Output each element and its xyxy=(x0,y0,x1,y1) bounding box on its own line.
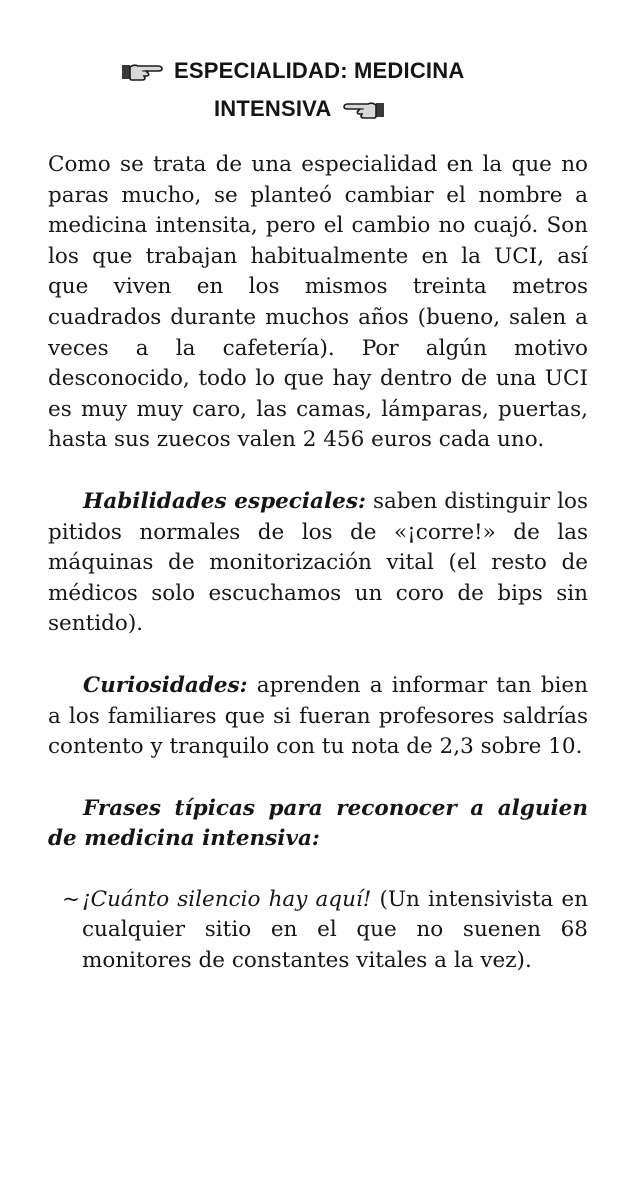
habilidades-label: Habilidades especiales: xyxy=(83,488,366,514)
frases-heading: Frases típicas para reconocer a alguien de medicina intensiva: xyxy=(48,795,588,852)
pointing-hand-left-icon xyxy=(342,99,386,121)
quote-text: (Un intensivista en cualquier sitio en el que no suenen 68 monitores de constantes vitales a la vez). xyxy=(82,886,588,974)
page xyxy=(48,52,588,977)
pointing-hand-right-icon xyxy=(120,61,164,83)
curiosidades-paragraph xyxy=(48,671,588,763)
heading-text-2: INTENSIVA xyxy=(214,96,332,121)
curiosidades-label: Curiosidades: xyxy=(83,672,248,698)
list-bullet: ~ xyxy=(62,886,81,912)
habilidades-text: saben distinguir los pitidos normales de los de «¡corre!» de las máquinas de monitorización vital (el resto de médicos solo escuchamos un coro de bips sin sentido). xyxy=(48,488,589,637)
heading-text-1: ESPECIALIDAD: MEDICINA xyxy=(174,58,465,83)
heading-line-2 xyxy=(48,90,588,128)
heading-line-1 xyxy=(48,52,588,90)
curiosidades-text: aprenden a informar tan bien a los familiares que si fueran profesores saldrías contento y tranquilo con tu nota de 2,3 sobre 10. xyxy=(48,672,588,760)
habilidades-paragraph xyxy=(48,487,588,640)
intro-paragraph: Como se trata de una especialidad en la que no paras mucho, se planteó cambiar el nombre a medicina intensita, pero el cambio no cuajó. Son los que trabajan habitualmente en la UCI, así que viven en los mismos treinta metros cuadrados durante muchos años (bueno, salen a veces a la cafetería). Por algún motivo desconocido, todo lo que hay dentro de una UCI es muy muy caro, las camas, lámparas, puertas, hasta sus zuecos valen 2 456 euros cada uno. xyxy=(48,152,588,453)
quote-italic: ¡Cuánto silencio hay aquí! xyxy=(82,886,372,912)
list-item xyxy=(48,885,588,977)
article-body xyxy=(48,150,588,977)
section-heading xyxy=(48,52,588,128)
quote-paragraph xyxy=(82,885,588,977)
